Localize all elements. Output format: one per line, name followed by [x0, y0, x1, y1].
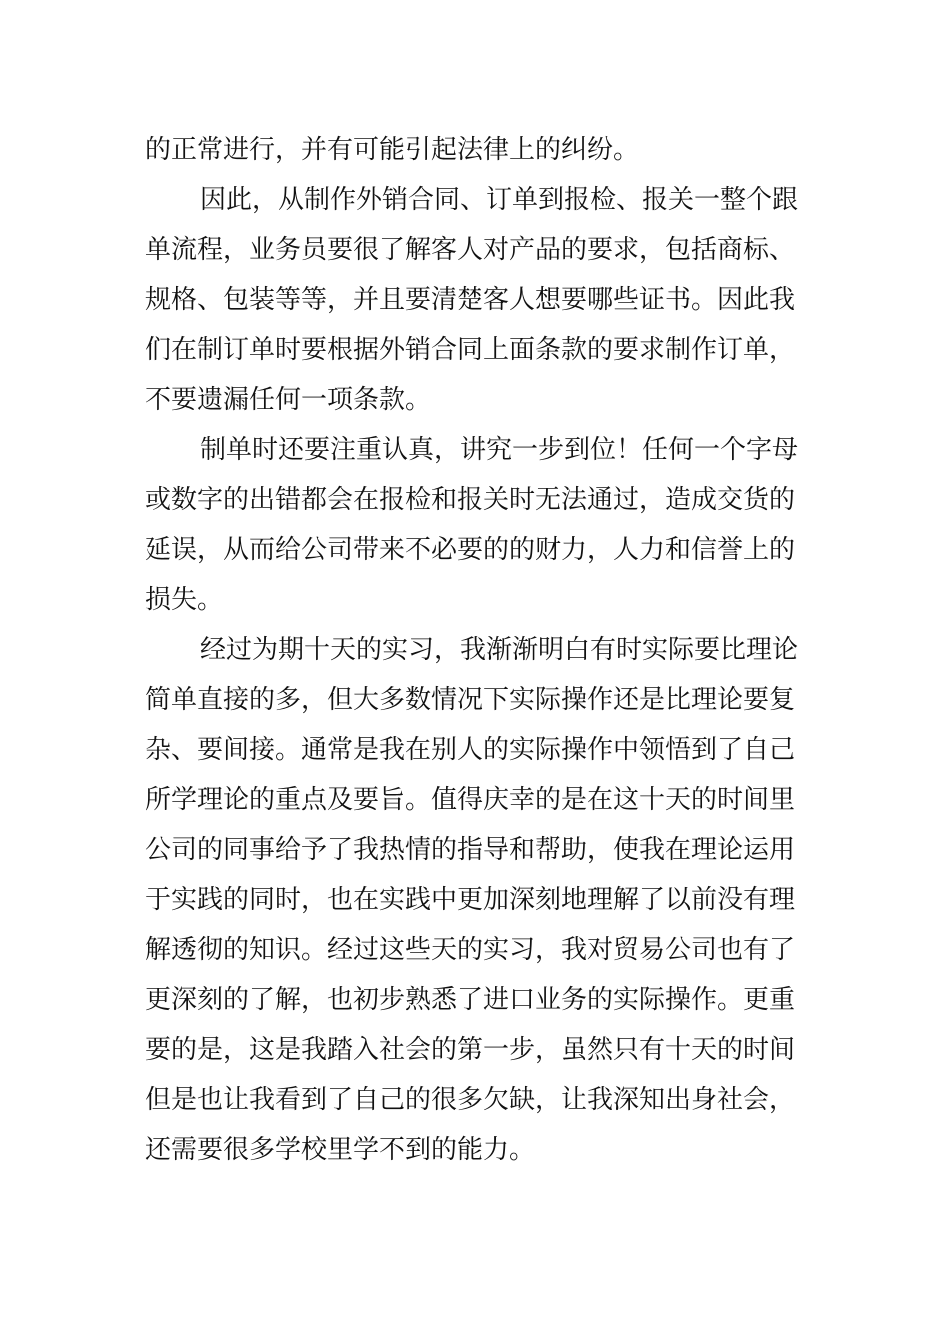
text-line: 单流程，业务员要很了解客人对产品的要求，包括商标、 [145, 235, 796, 265]
text-line: 制单时还要注重认真，讲究一步到位！任何一个字母 [200, 435, 799, 465]
text-line: 所学理论的重点及要旨。值得庆幸的是在这十天的时间里 [145, 785, 796, 815]
text-line: 因此，从制作外销合同、订单到报检、报关一整个跟 [200, 185, 799, 215]
text-line: 或数字的出错都会在报检和报关时无法通过，造成交货的 [145, 485, 796, 515]
text-line: 杂、要间接。通常是我在别人的实际操作中领悟到了自己 [145, 735, 796, 765]
text-line: 延误，从而给公司带来不必要的的财力，人力和信誉上的 [145, 535, 796, 565]
text-line: 公司的同事给予了我热情的指导和帮助，使我在理论运用 [145, 835, 796, 865]
text-line: 但是也让我看到了自己的很多欠缺，让我深知出身社会， [145, 1085, 796, 1115]
text-line: 不要遗漏任何一项条款。 [145, 385, 432, 415]
text-line: 于实践的同时，也在实践中更加深刻地理解了以前没有理 [145, 885, 796, 915]
text-line: 规格、包装等等，并且要清楚客人想要哪些证书。因此我 [145, 285, 796, 315]
text-line: 要的是，这是我踏入社会的第一步，虽然只有十天的时间 [145, 1035, 796, 1065]
text-line: 更深刻的了解，也初步熟悉了进口业务的实际操作。更重 [145, 985, 796, 1015]
text-line: 们在制订单时要根据外销合同上面条款的要求制作订单， [145, 335, 796, 365]
text-line: 还需要很多学校里学不到的能力。 [145, 1135, 536, 1165]
text-line: 的正常进行，并有可能引起法律上的纠纷。 [145, 135, 640, 165]
text-line: 经过为期十天的实习，我渐渐明白有时实际要比理论 [200, 635, 799, 665]
text-line: 简单直接的多，但大多数情况下实际操作还是比理论要复 [145, 685, 796, 715]
document-body [145, 125, 811, 1175]
text-line: 损失。 [145, 585, 224, 615]
text-line: 解透彻的知识。经过这些天的实习，我对贸易公司也有了 [145, 935, 796, 965]
